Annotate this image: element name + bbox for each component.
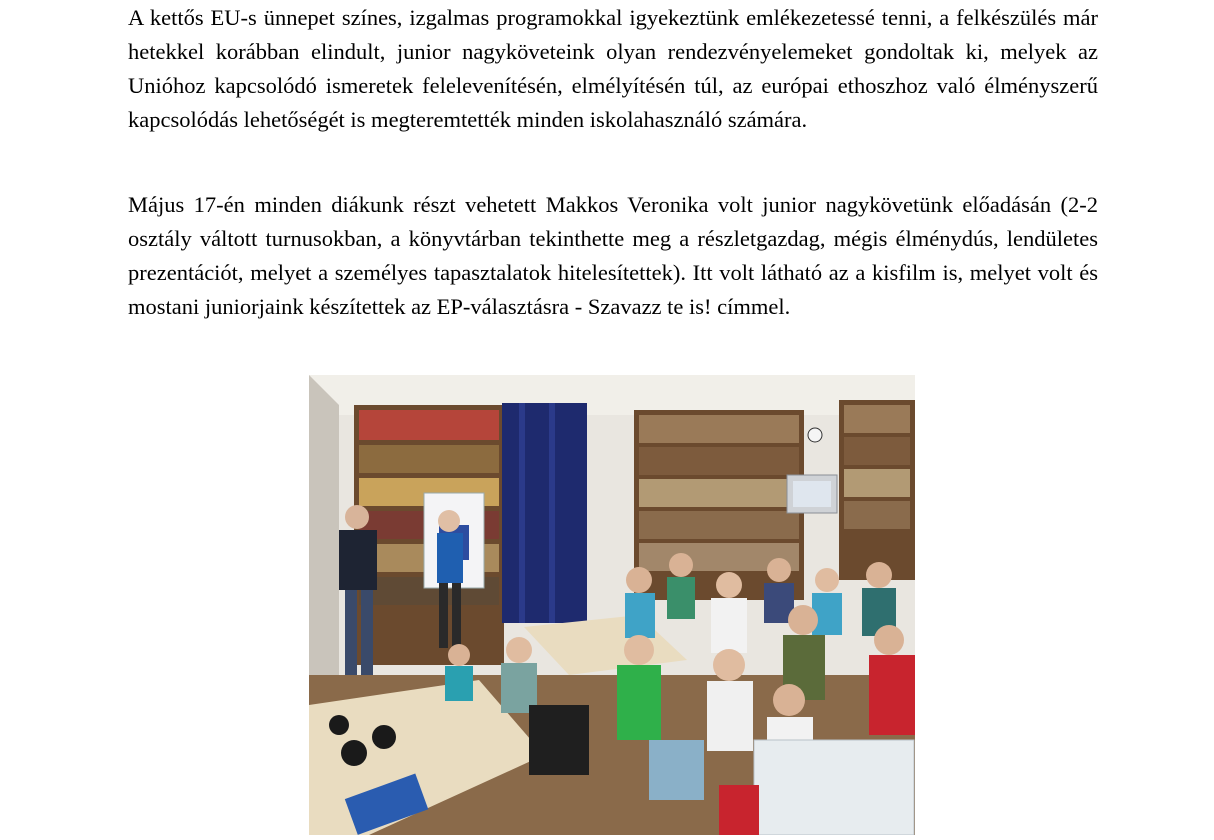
article-paragraph-2: Május 17-én minden diákunk részt vehetett Makkos Veronika volt junior nagykövetünk előadásán (2-2 osztály váltott turnusokban, a könyvtárban tekinthette meg a részletgazdag, mégis élménydús, lendületes prezentációt, melyet a személyes tapasztalatok hitelesítettek). Itt volt látható az a kisfilm is, melyet volt és mostani juniorjaink készítettek az EP-választásra - Szavazz te is! címmel. <box>128 192 1098 319</box>
library-presentation-photo <box>309 375 915 835</box>
wall-clock <box>808 428 822 442</box>
article-paragraph-1: A kettős EU-s ünnepet színes, izgalmas programokkal igyekeztünk emlékezetessé tenni, a felkészülés már hetekkel korábban elindult, junior nagyköveteink olyan rendezvényelemeket gondoltak ki, melyek az Unióhoz kapcsolódó ismeretek felelevenítésén, elmélyítésén túl, az európai ethoszhoz való élményszerű kapcsolódás lehetőségét is megteremtették minden iskolahasználó számára. <box>128 5 1098 132</box>
storage-box <box>754 740 914 835</box>
blue-curtain <box>502 403 587 623</box>
